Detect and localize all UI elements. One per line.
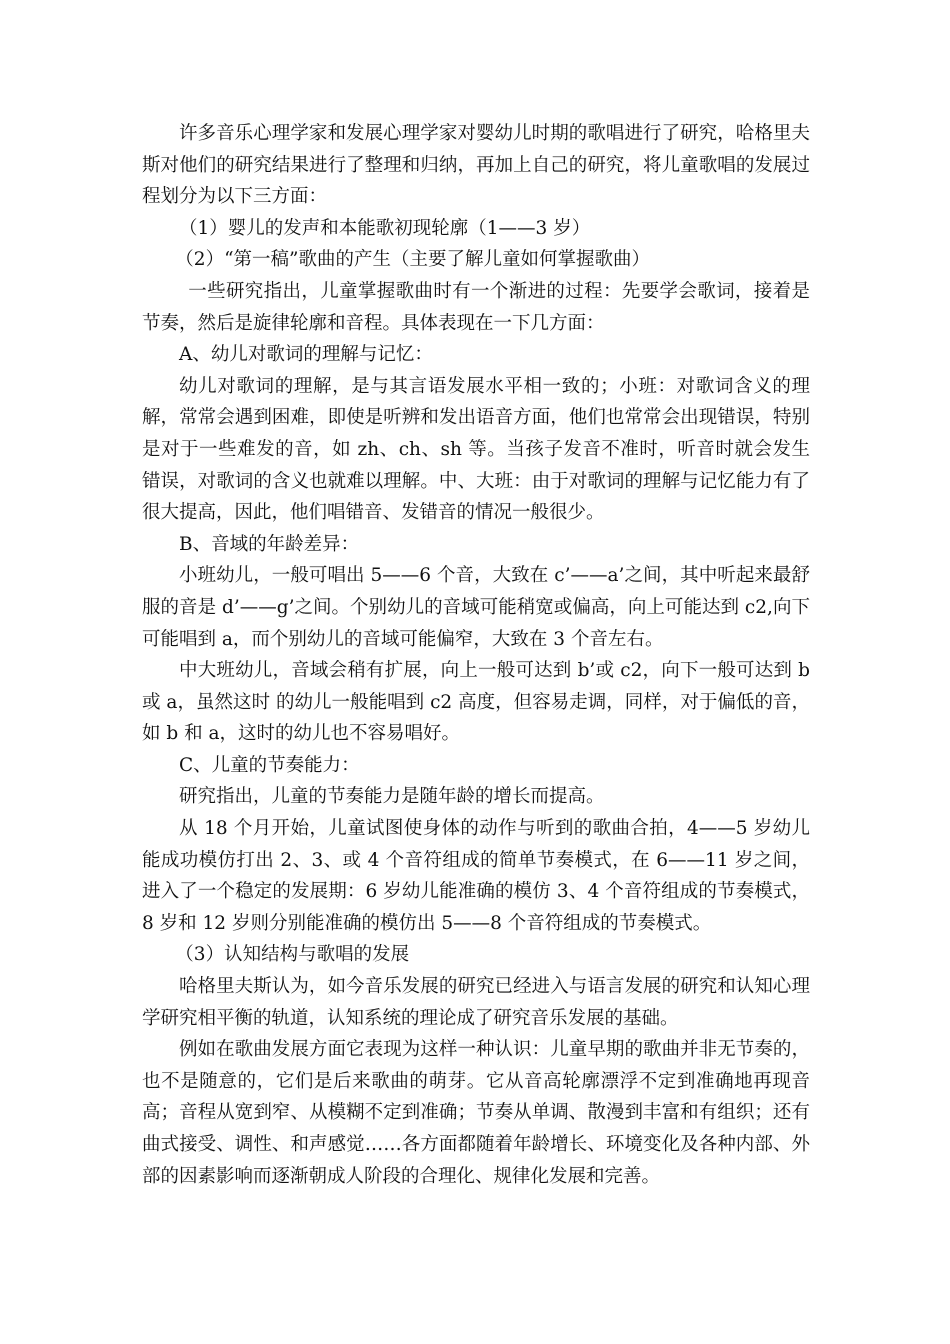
subheading-lyrics: A、幼儿对歌词的理解与记忆：: [179, 344, 433, 366]
subheading-rhythm: C、儿童的节奏能力：: [179, 754, 360, 776]
paragraph-rhythm-intro: 研究指出，儿童的节奏能力是随年龄的增长而提高。: [179, 786, 605, 808]
paragraph-lyrics: 幼儿对歌词的理解，是与其言语发展水平相一致的；小班：对歌词含义的理解，常常会遇到困难，即使是听辨和发出语音方面，他们也常常会出现错误，特别是对于一些难发的音，如 zh、ch、sh 等。当孩子发音不准时，听音时就会发生错误，对歌词的含义也就难以理解。中、大班：由于对歌词的理解与记忆能力有了很大提高，因此，他们唱错音、发错音的情况一般很少。: [142, 375, 810, 524]
paragraph-intro: 许多音乐心理学家和发展心理学家对婴幼儿时期的歌唱进行了研究，哈格里夫斯对他们的研究结果进行了整理和归纳，再加上自己的研究，将儿童歌唱的发展过程划分为以下三方面：: [142, 123, 810, 208]
list-item-stage-3: （3）认知结构与歌唱的发展: [175, 944, 410, 966]
subheading-range: B、音域的年龄差异：: [179, 533, 360, 555]
list-item-stage-2: （2）“第一稿”歌曲的产生（主要了解儿童如何掌握歌曲）: [175, 249, 650, 271]
document-body: [142, 118, 810, 1192]
paragraph-range-middle: 中大班幼儿，音域会稍有扩展，向上一般可达到 b’或 c2，向下一般可达到 b 或 a，虽然这时 的幼儿一般能唱到 c2 高度，但容易走调，同样，对于偏低的音，如 b 和 a，这时的幼儿也不容易唱好。: [142, 660, 810, 745]
list-item-stage-1: （1）婴儿的发声和本能歌初现轮廓（1——3 岁）: [179, 217, 591, 239]
paragraph-example: 例如在歌曲发展方面它表现为这样一种认识：儿童早期的歌曲并非无节奏的，也不是随意的，它们是后来歌曲的萌芽。它从音高轮廓漂浮不定到准确地再现音高；音程从宽到窄、从模糊不定到准确；节奏从单调、散漫到丰富和有组织；还有曲式接受、调性、和声感觉……各方面都随着年龄增长、环境变化及各种内部、外部的因素影响而逐渐朝成人阶段的合理化、规律化发展和完善。: [142, 1039, 810, 1187]
paragraph-research: 一些研究指出，儿童掌握歌曲时有一个渐进的过程：先要学会歌词，接着是节奏，然后是旋律轮廓和音程。具体表现在一下几方面：: [142, 280, 810, 334]
paragraph-cognition: 哈格里夫斯认为，如今音乐发展的研究已经进入与语言发展的研究和认知心理学研究相平衡的轨道，认知系统的理论成了研究音乐发展的基础。: [142, 976, 810, 1029]
paragraph-rhythm-detail: 从 18 个月开始，儿童试图使身体的动作与听到的歌曲合拍，4——5 岁幼儿能成功模仿打出 2、3、或 4 个音符组成的简单节奏模式，在 6——11 岁之间，进入了一个稳定的发展期：6 岁幼儿能准确的模仿 3、4 个音符组成的节奏模式，8 岁和 12 岁则分别能准确的模仿出 5——8 个音符组成的节奏模式。: [142, 818, 810, 934]
paragraph-range-small: 小班幼儿，一般可唱出 5——6 个音，大致在 c’——a’之间，其中听起来最舒服的音是 d’——g’之间。个别幼儿的音域可能稍宽或偏高，向上可能达到 c2,向下可能唱到 a，而个别幼儿的音域可能偏窄，大致在 3 个音左右。: [142, 565, 810, 650]
